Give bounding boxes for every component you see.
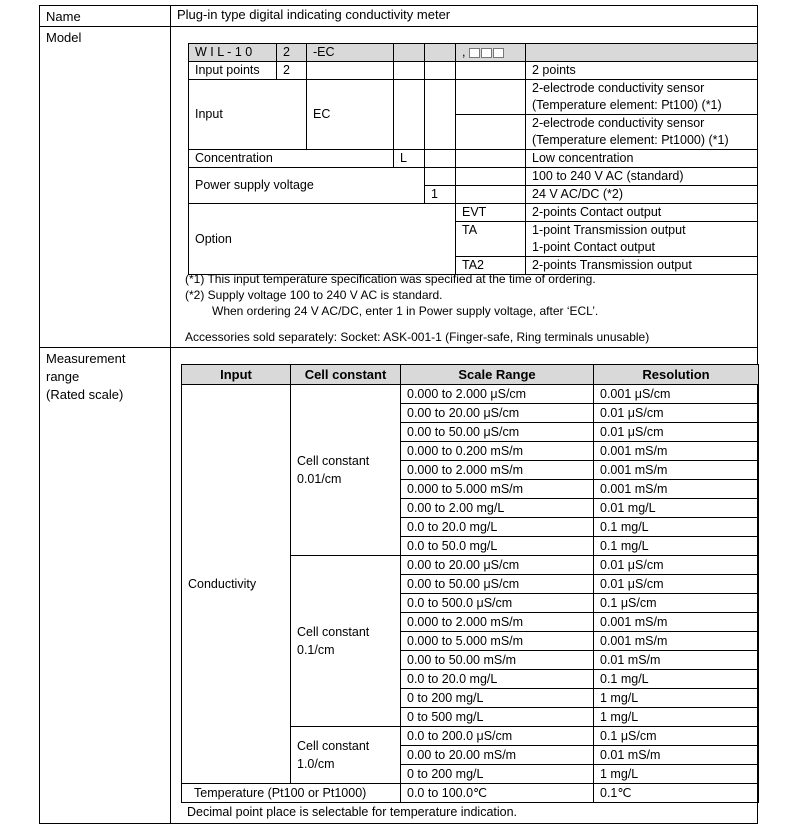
temperature-row [182, 784, 759, 803]
model-header-row [189, 44, 758, 62]
concentration-row [189, 150, 758, 168]
option-desc: 2-points Contact output [526, 204, 758, 222]
model-code-blank [425, 44, 456, 62]
scale-range: 0.0 to 500.0 μS/cm [401, 594, 594, 613]
input-desc: (Temperature element: Pt100) (*1) [526, 97, 758, 115]
concentration-code: L [394, 150, 425, 168]
cell-constant-line: Cell constant [297, 739, 370, 753]
resolution: 0.001 mS/m [594, 613, 759, 632]
temperature-label: Temperature (Pt100 or Pt1000) [182, 784, 401, 803]
resolution: 1 mg/L [594, 689, 759, 708]
resolution: 0.1 μS/cm [594, 727, 759, 746]
option-code: TA [456, 222, 526, 257]
col-header: Resolution [594, 365, 759, 385]
resolution: 0.1 mg/L [594, 670, 759, 689]
power-desc: 100 to 240 V AC (standard) [526, 168, 758, 186]
col-header: Cell constant [291, 365, 401, 385]
temperature-resolution: 0.1℃ [594, 784, 759, 803]
scale-range: 0.0 to 20.0 mg/L [401, 518, 594, 537]
option-desc: 1-point Contact output [526, 239, 758, 257]
option-desc: 1-point Transmission output [526, 222, 758, 240]
option-code: EVT [456, 204, 526, 222]
scale-range: 0.0 to 50.0 mg/L [401, 537, 594, 556]
model-code-series: W I L - 1 0 [189, 44, 277, 62]
input-desc: 2-electrode conductivity sensor [526, 115, 758, 133]
option-code: TA2 [456, 257, 526, 275]
resolution: 0.001 mS/m [594, 632, 759, 651]
scale-range: 0 to 500 mg/L [401, 708, 594, 727]
option-row-1 [189, 204, 758, 222]
scale-range: 0.000 to 2.000 mS/m [401, 613, 594, 632]
note: (*2) Supply voltage 100 to 240 V AC is standard. [185, 288, 443, 302]
option-boxes [469, 45, 505, 59]
temperature-range: 0.0 to 100.0℃ [401, 784, 594, 803]
range-row [182, 385, 759, 404]
scale-range: 0.00 to 20.00 μS/cm [401, 556, 594, 575]
model-notes [185, 271, 649, 345]
resolution: 0.01 mS/m [594, 746, 759, 765]
model-label: Model [40, 27, 171, 348]
resolution: 0.01 μS/cm [594, 404, 759, 423]
note: When ordering 24 V AC/DC, enter 1 in Power supply voltage, after ‘ECL’. [212, 304, 599, 318]
resolution: 0.01 μS/cm [594, 556, 759, 575]
scale-range: 0 to 200 mg/L [401, 765, 594, 784]
range-footnote: Decimal point place is selectable for temperature indication. [187, 805, 518, 819]
power-label: Power supply voltage [189, 168, 425, 204]
scale-range: 0 to 200 mg/L [401, 689, 594, 708]
model-code-points: 2 [277, 44, 307, 62]
resolution: 0.01 μS/cm [594, 575, 759, 594]
cell-constant-line: 0.1/cm [297, 643, 335, 657]
cell-constant [291, 727, 401, 784]
name-label: Name [40, 6, 171, 27]
col-header: Input [182, 365, 291, 385]
scale-range: 0.00 to 50.00 μS/cm [401, 423, 594, 442]
range-header-row [182, 365, 759, 385]
scale-range: 0.00 to 2.00 mg/L [401, 499, 594, 518]
model-code-blank [526, 44, 758, 62]
resolution: 0.01 mS/m [594, 651, 759, 670]
input-label: Input [189, 80, 307, 150]
power-row-1 [189, 168, 758, 186]
resolution: 0.01 μS/cm [594, 423, 759, 442]
input-code: EC [307, 80, 394, 150]
input-points-desc: 2 points [526, 62, 758, 80]
cell-constant-line: Cell constant [297, 454, 370, 468]
resolution: 1 mg/L [594, 765, 759, 784]
scale-range: 0.00 to 20.00 μS/cm [401, 404, 594, 423]
concentration-desc: Low concentration [526, 150, 758, 168]
input-points-code: 2 [277, 62, 307, 80]
cell-constant-line: 0.01/cm [297, 472, 342, 486]
range-label-line: (Rated scale) [46, 387, 124, 402]
cell-constant-line: Cell constant [297, 625, 370, 639]
resolution: 0.001 mS/m [594, 442, 759, 461]
cell-constant-line: 1.0/cm [297, 757, 335, 771]
power-code: 1 [425, 186, 456, 204]
model-code-input: -EC [307, 44, 394, 62]
resolution: 0.1 mg/L [594, 537, 759, 556]
resolution: 0.1 μS/cm [594, 594, 759, 613]
name-value: Plug-in type digital indicating conductivity meter [171, 6, 758, 27]
input-desc: 2-electrode conductivity sensor [526, 80, 758, 98]
resolution: 1 mg/L [594, 708, 759, 727]
scale-range: 0.000 to 2.000 μS/cm [401, 385, 594, 404]
input-desc: (Temperature element: Pt1000) (*1) [526, 132, 758, 150]
range-label-line: range [46, 369, 80, 384]
model-code-blank [394, 44, 425, 62]
option-label: Option [189, 204, 456, 275]
cell-constant [291, 556, 401, 727]
resolution: 0.001 mS/m [594, 480, 759, 499]
option-desc: 2-points Transmission output [526, 257, 758, 275]
power-desc: 24 V AC/DC (*2) [526, 186, 758, 204]
measurement-range-table [181, 364, 759, 803]
scale-range: 0.00 to 50.00 μS/cm [401, 575, 594, 594]
model-code-option: , [456, 44, 526, 62]
scale-range: 0.000 to 2.000 mS/m [401, 461, 594, 480]
scale-range: 0.000 to 0.200 mS/m [401, 442, 594, 461]
scale-range: 0.00 to 20.00 mS/m [401, 746, 594, 765]
scale-range: 0.0 to 20.0 mg/L [401, 670, 594, 689]
input-points-row [189, 62, 758, 80]
resolution: 0.1 mg/L [594, 518, 759, 537]
concentration-label: Concentration [189, 150, 394, 168]
resolution: 0.001 μS/cm [594, 385, 759, 404]
note: (*1) This input temperature specification was specified at the time of ordering. [185, 272, 596, 286]
range-label [40, 348, 171, 824]
input-points-label: Input points [189, 62, 277, 80]
col-header: Scale Range [401, 365, 594, 385]
cell-constant [291, 385, 401, 556]
input-conductivity: Conductivity [182, 385, 291, 784]
scale-range: 0.0 to 200.0 μS/cm [401, 727, 594, 746]
scale-range: 0.000 to 5.000 mS/m [401, 480, 594, 499]
scale-range: 0.000 to 5.000 mS/m [401, 632, 594, 651]
scale-range: 0.00 to 50.00 mS/m [401, 651, 594, 670]
input-row-1 [189, 80, 758, 98]
model-code-table [188, 43, 758, 275]
accessories-note: Accessories sold separately: Socket: ASK-001-1 (Finger-safe, Ring terminals unusable) [185, 330, 650, 344]
range-label-line: Measurement [46, 351, 126, 366]
resolution: 0.001 mS/m [594, 461, 759, 480]
resolution: 0.01 mg/L [594, 499, 759, 518]
